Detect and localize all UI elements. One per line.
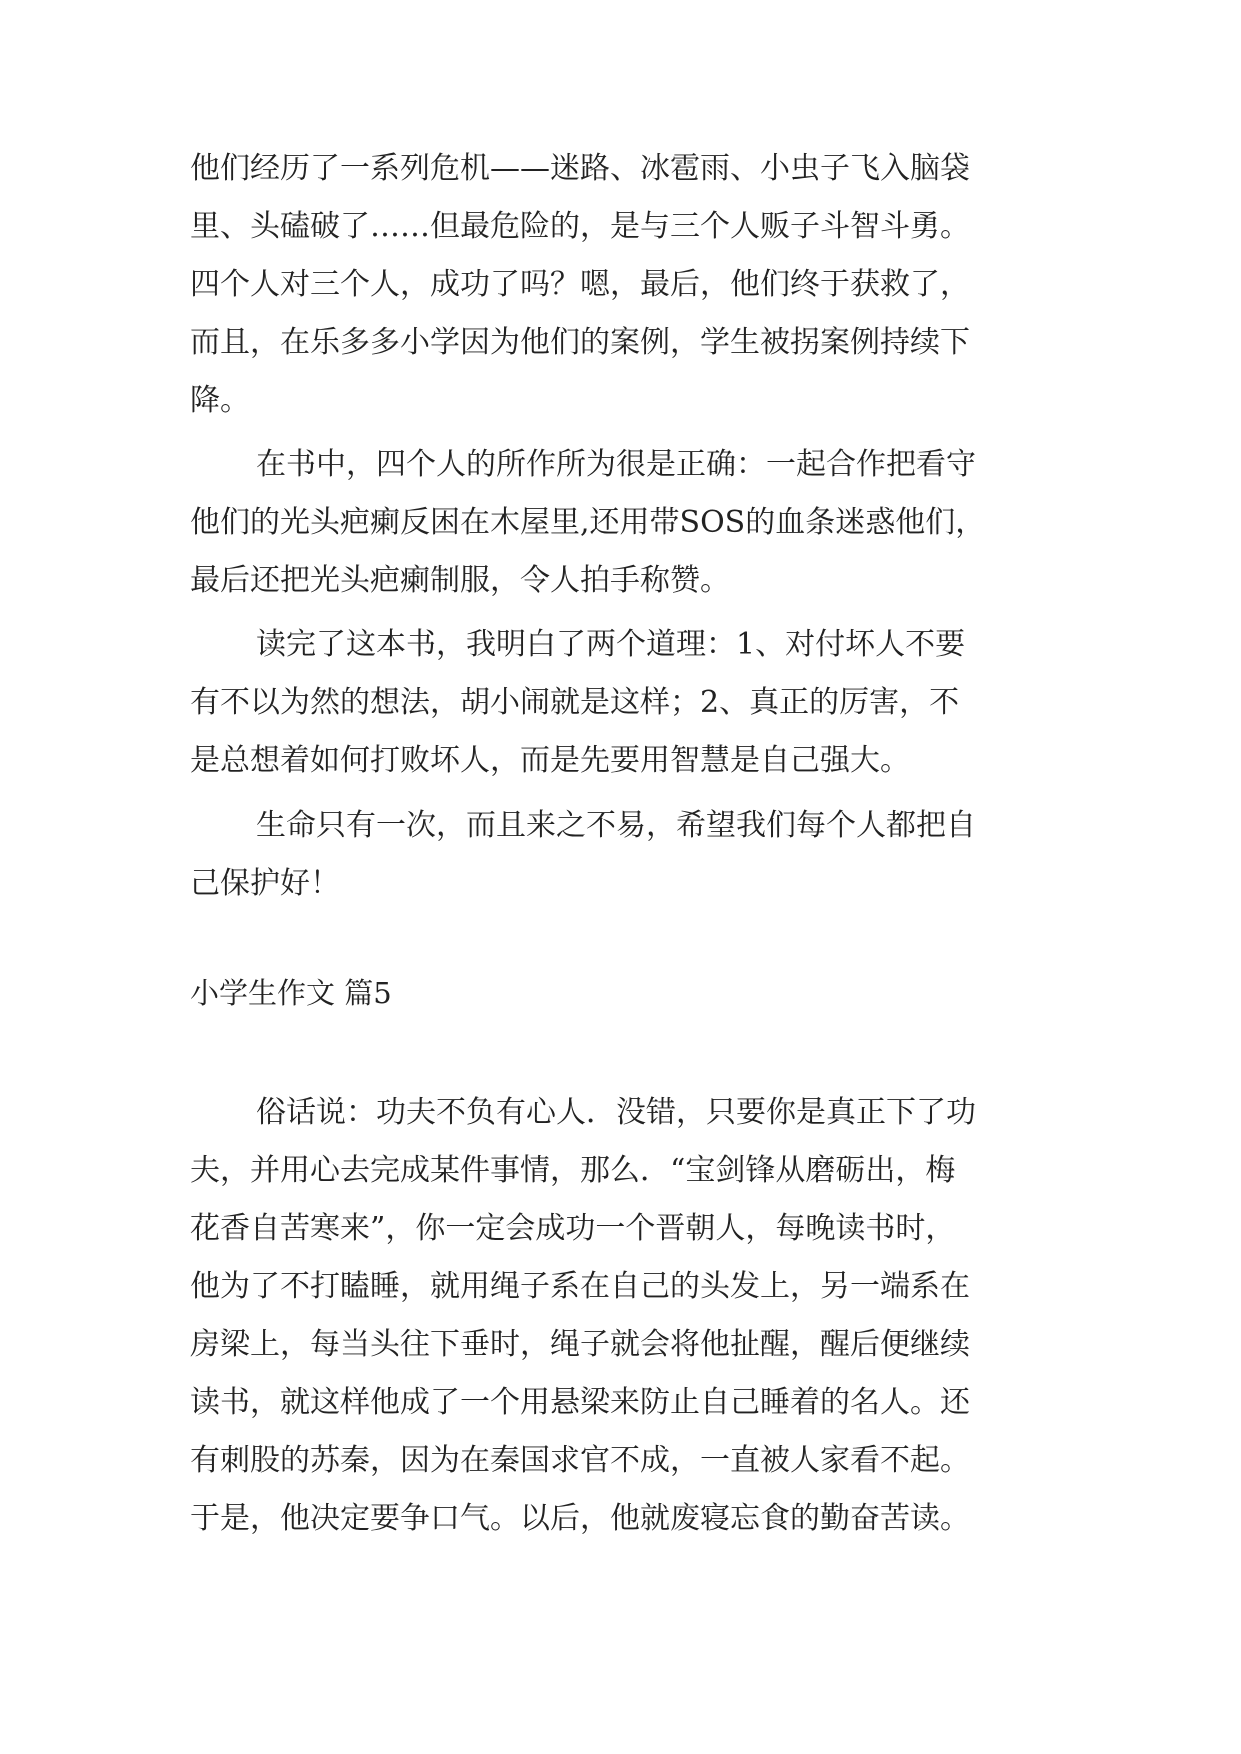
paragraph-4-line-2: 己保护好！: [190, 866, 340, 901]
paragraph-1-line-5: 降。: [190, 383, 250, 418]
paragraph-5-line-3: 花香自苦寒来”，你一定会成功一个晋朝人，每晚读书时，: [190, 1211, 956, 1246]
paragraph-3-line-1: 读完了这本书，我明白了两个道理：1、对付坏人不要: [256, 627, 966, 662]
paragraph-2-line-1: 在书中，四个人的所作所为很是正确：一起合作把看守: [256, 447, 976, 482]
paragraph-5-line-1: 俗话说：功夫不负有心人．没错，只要你是真正下了功: [256, 1095, 976, 1130]
paragraph-5-line-2: 夫，并用心去完成某件事情，那么．“宝剑锋从磨砺出，梅: [190, 1153, 956, 1188]
paragraph-1-line-4: 而且，在乐多多小学因为他们的案例，学生被拐案例持续下: [190, 325, 970, 360]
paragraph-1-line-2: 里、头磕破了……但最危险的，是与三个人贩子斗智斗勇。: [190, 209, 970, 244]
paragraph-1-line-3: 四个人对三个人，成功了吗？嗯，最后，他们终于获救了，: [190, 267, 970, 302]
paragraph-2-line-3: 最后还把光头疤瘌制服，令人拍手称赞。: [190, 563, 730, 598]
paragraph-5-line-8: 于是，他决定要争口气。以后，他就废寝忘食的勤奋苦读。: [190, 1501, 970, 1536]
paragraph-4-line-1: 生命只有一次，而且来之不易，希望我们每个人都把自: [256, 808, 976, 843]
section-heading: 小学生作文 篇5: [190, 976, 392, 1010]
paragraph-5-line-4: 他为了不打瞌睡，就用绳子系在自己的头发上，另一端系在: [190, 1269, 970, 1304]
paragraph-5-line-7: 有刺股的苏秦，因为在秦国求官不成，一直被人家看不起。: [190, 1443, 970, 1478]
paragraph-5-line-6: 读书，就这样他成了一个用悬梁来防止自己睡着的名人。还: [190, 1385, 970, 1420]
paragraph-5-line-5: 房梁上，每当头往下垂时，绳子就会将他扯醒，醒后便继续: [190, 1327, 970, 1362]
paragraph-3-line-3: 是总想着如何打败坏人，而是先要用智慧是自己强大。: [190, 743, 910, 778]
paragraph-1-line-1: 他们经历了一系列危机——迷路、冰雹雨、小虫子飞入脑袋: [190, 151, 970, 186]
paragraph-2-line-2: 他们的光头疤瘌反困在木屋里,还用带SOS的血条迷惑他们，: [190, 505, 986, 540]
paragraph-3-line-2: 有不以为然的想法，胡小闹就是这样；2、真正的厉害，不: [190, 685, 960, 720]
